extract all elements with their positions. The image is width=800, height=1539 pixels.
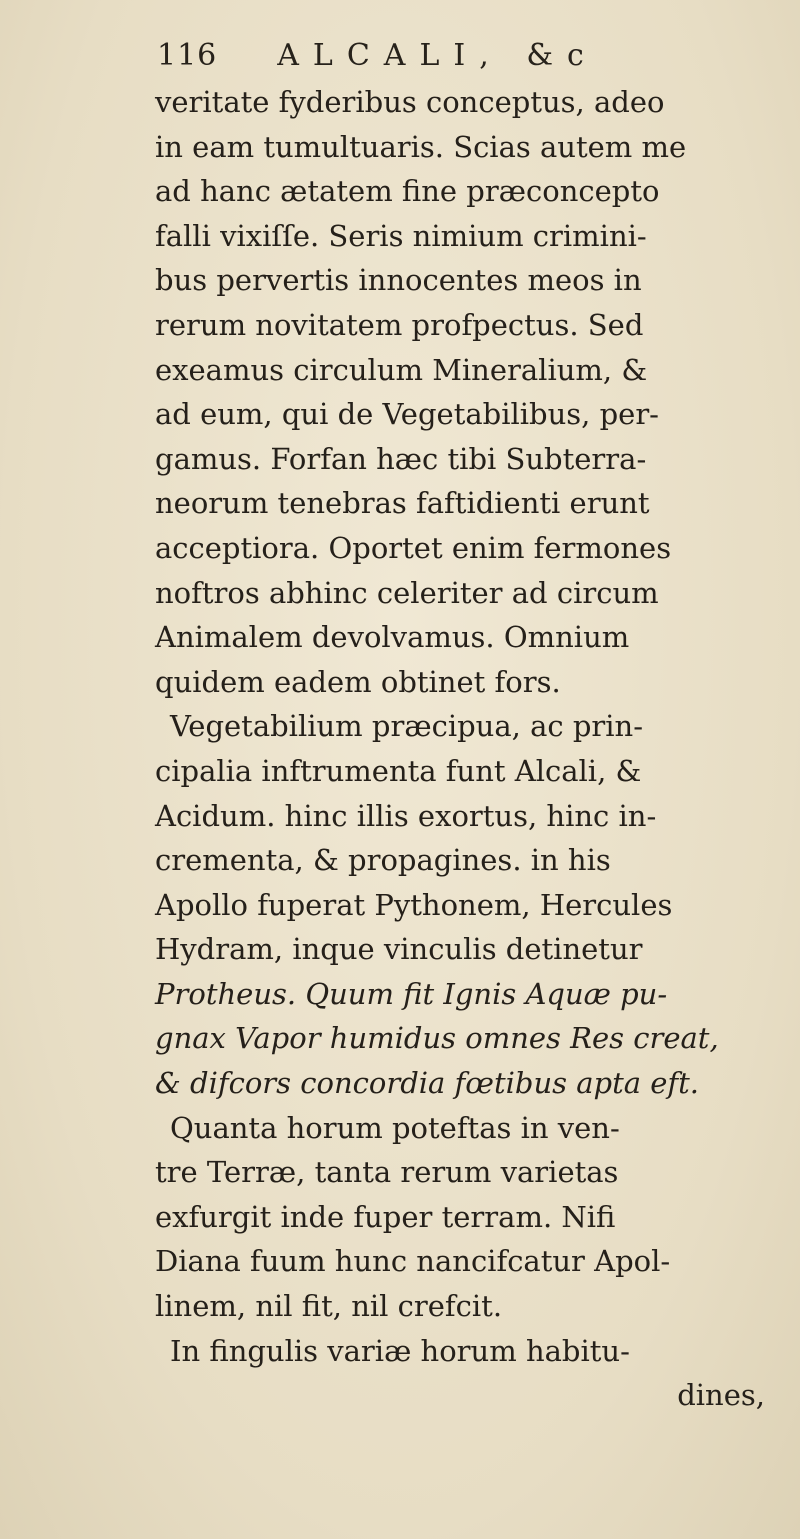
- text-line: veritate fyderibus conceptus, adeo: [155, 85, 665, 119]
- text-line: tre Terræ, tanta rerum varietas: [155, 1155, 619, 1190]
- text-line: & difcors concordia fœtibus apta eft.: [155, 1066, 700, 1101]
- text-line: Animalem devolvamus. Omnium: [155, 620, 630, 655]
- text-line: rerum novitatem profpectus. Sed: [155, 307, 644, 342]
- text-line: acceptiora. Oportet enim fermones: [155, 530, 672, 565]
- text-line: linem, nil fit, nil crefcit.: [155, 1289, 503, 1324]
- text-line: ad hanc ætatem fine præconcepto: [155, 174, 660, 209]
- paragraph-start-line: Quanta horum poteftas in ven-: [170, 1110, 620, 1145]
- body-text: [155, 80, 795, 1418]
- text-line: exeamus circulum Mineralium, &: [155, 352, 648, 387]
- text-line: crementa, & propagines. in his: [155, 843, 611, 878]
- text-line: gnax Vapor humidus omnes Res creat,: [155, 1021, 719, 1056]
- page-number: 116: [157, 38, 218, 73]
- text-line: Protheus. Quum fit Ignis Aquæ pu-: [155, 976, 668, 1011]
- paragraph-start-line: Vegetabilium præcipua, ac prin-: [170, 709, 643, 744]
- text-line: bus pervertis innocentes meos in: [155, 263, 642, 298]
- catchword-line: dines,: [677, 1378, 765, 1413]
- text-line: ad eum, qui de Vegetabilibus, per-: [155, 397, 659, 432]
- running-title: ALCALI, &c: [277, 38, 598, 73]
- text-line: falli vixiſſe. Seris nimium crimini-: [155, 218, 647, 253]
- text-line: cipalia inftrumenta funt Alcali, &: [155, 753, 642, 788]
- text-line: Hydram, inque vinculis detinetur: [155, 932, 643, 967]
- text-line: quidem eadem obtinet fors.: [155, 664, 561, 699]
- text-line: noftros abhinc celeriter ad circum: [155, 575, 659, 610]
- page-header: [157, 38, 598, 73]
- paragraph-start-line: In fingulis variæ horum habitu-: [170, 1333, 630, 1368]
- text-line: Diana fuum hunc nancifcatur Apol-: [155, 1244, 671, 1279]
- text-line: gamus. Forfan hæc tibi Subterra-: [155, 441, 647, 476]
- text-line: Apollo fuperat Pythonem, Hercules: [155, 887, 673, 922]
- text-line: exfurgit inde fuper terram. Nifi: [155, 1199, 616, 1234]
- text-line: in eam tumultuaris. Scias autem me: [155, 129, 687, 164]
- text-line: neorum tenebras faftidienti erunt: [155, 486, 650, 521]
- text-line: Acidum. hinc illis exortus, hinc in-: [155, 798, 657, 833]
